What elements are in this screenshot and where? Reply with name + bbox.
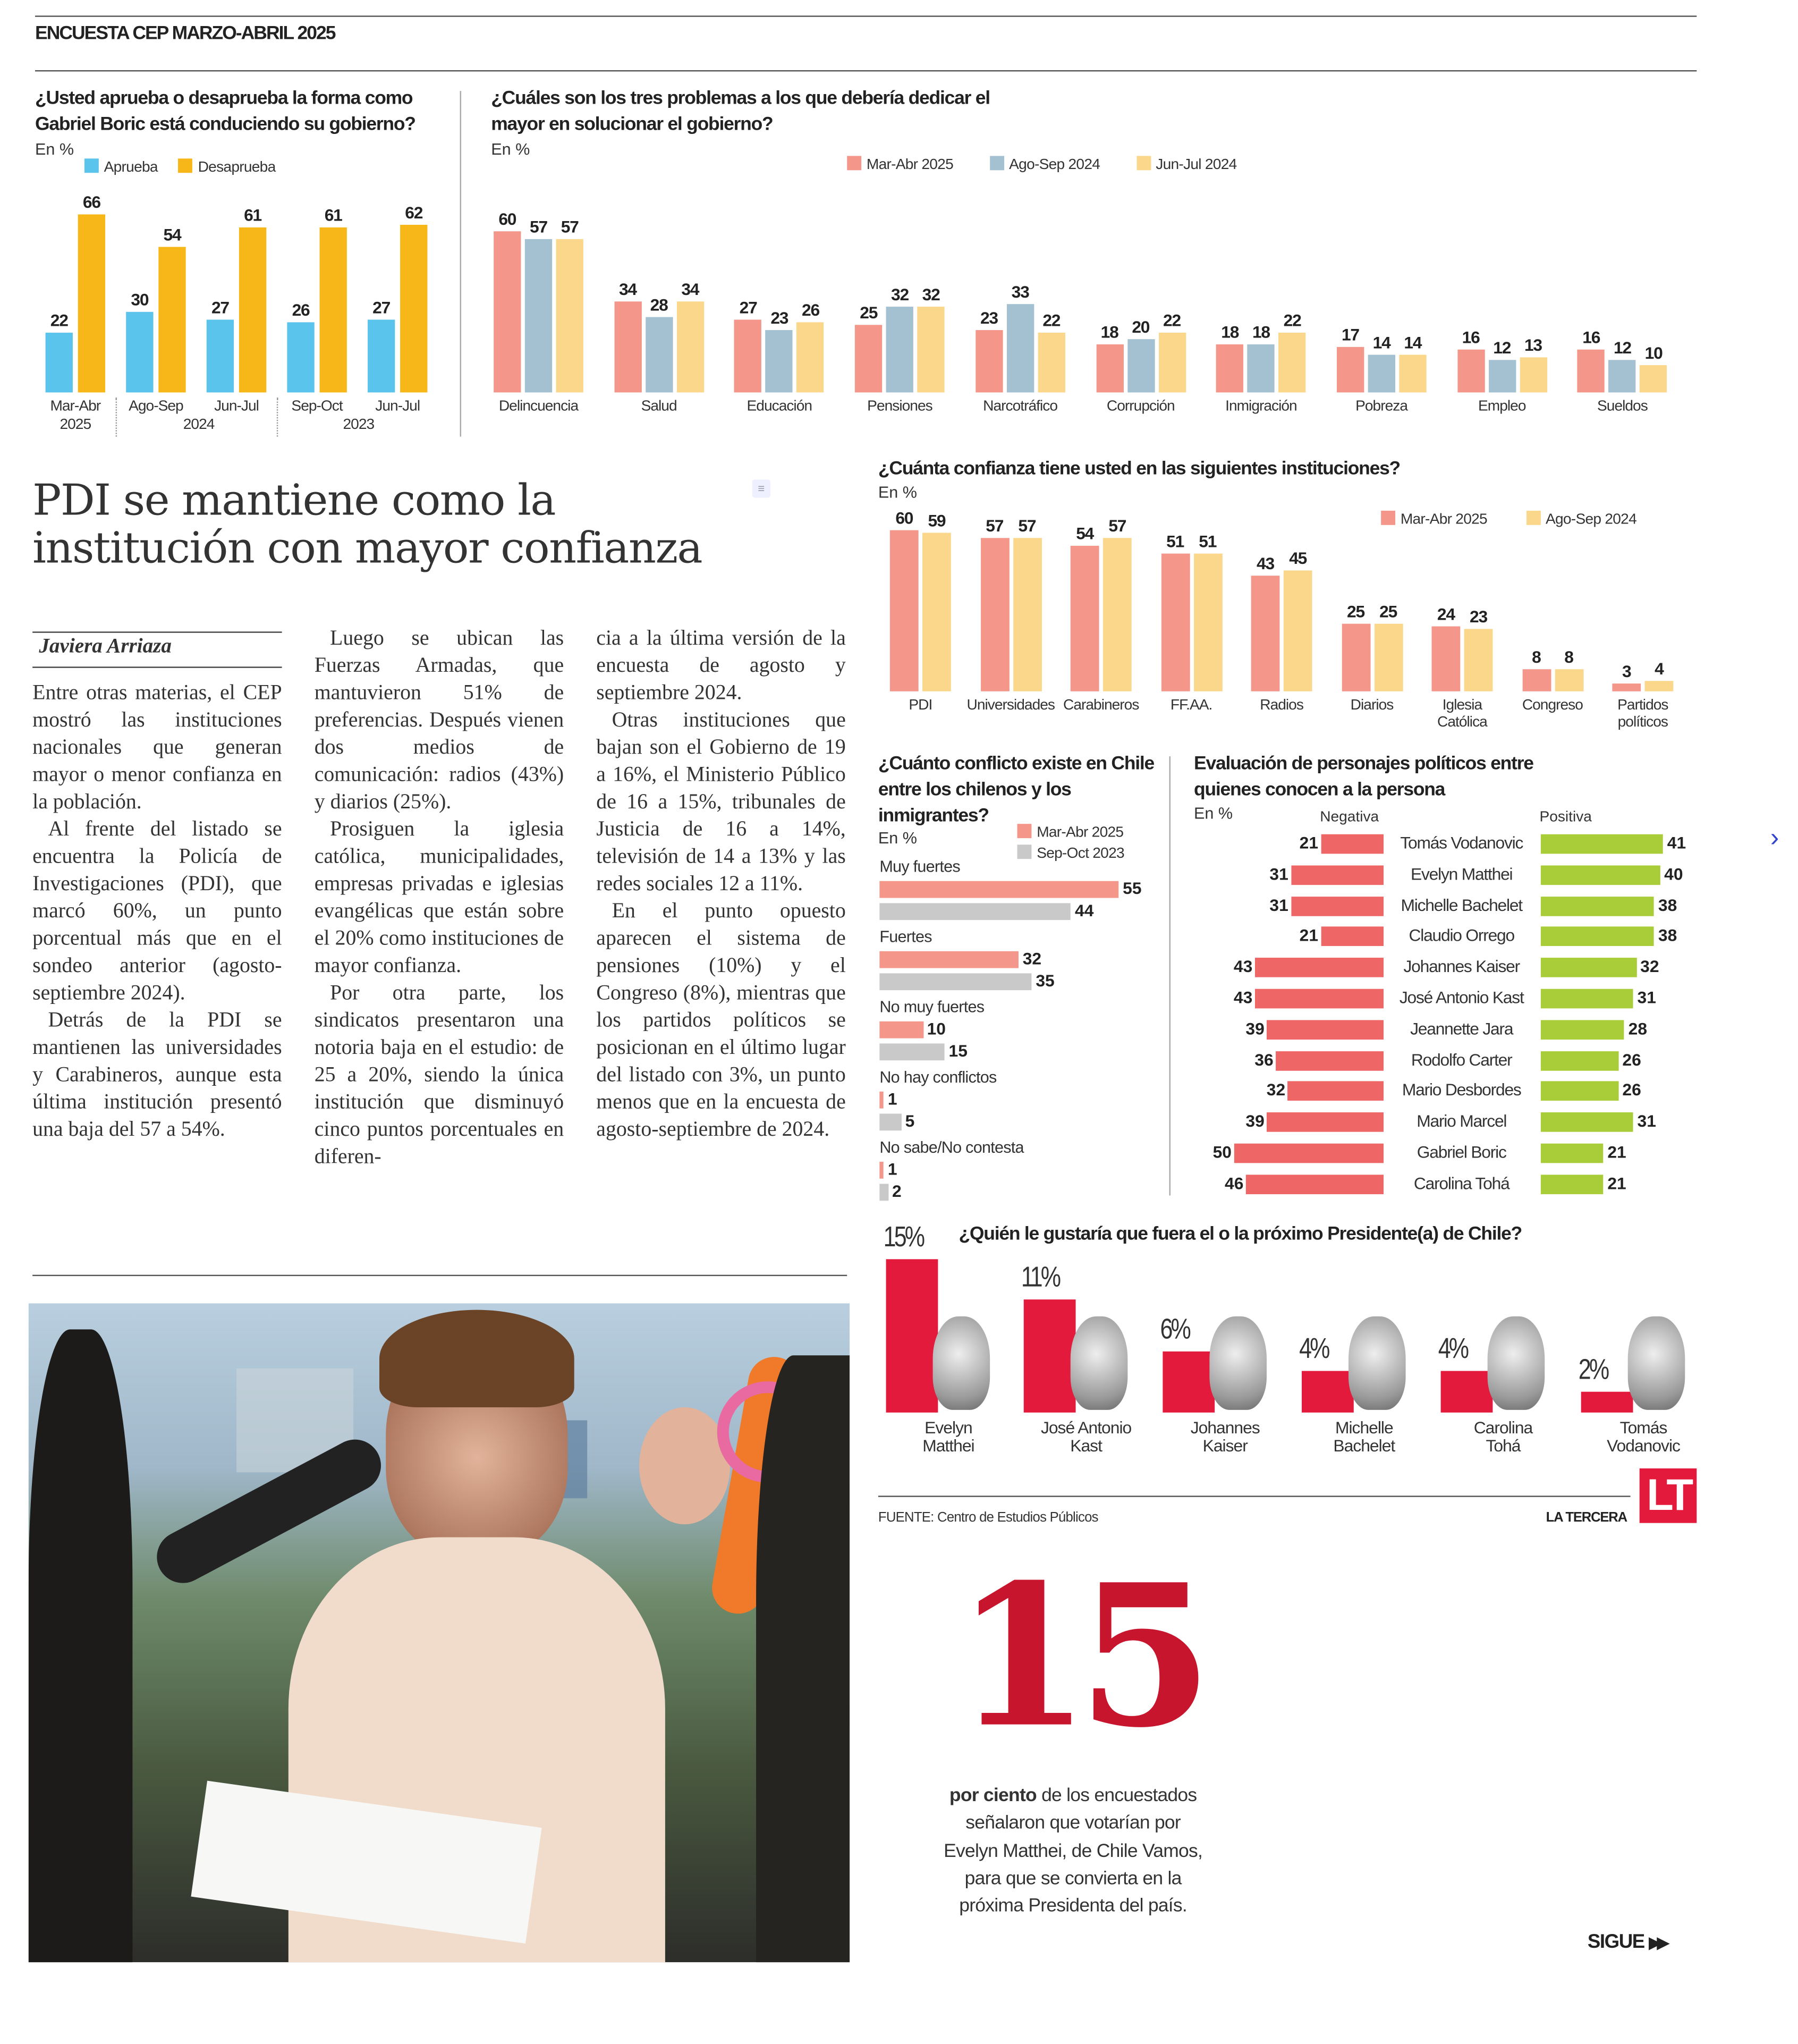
candidate-name (1565, 1419, 1721, 1455)
category-label: Jun-Jul (375, 399, 420, 415)
category-label: FF.AA. (1170, 698, 1212, 714)
value-label: 26 (292, 300, 310, 320)
value-label: 51 (1166, 532, 1184, 552)
chevron-right-icon[interactable]: › (1770, 824, 1779, 852)
candidate-name (1286, 1419, 1442, 1455)
conflict-chart-title: ¿Cuánto conflicto existe en Chile entre los chilenos y los inmigrantes? (878, 754, 1155, 827)
positive-value: 38 (1658, 894, 1677, 915)
politician-name: Johannes Kaiser (1403, 957, 1520, 976)
positive-value: 28 (1628, 1018, 1648, 1038)
value-label: 6% (1160, 1312, 1189, 1345)
politician-name: Rodolfo Carter (1411, 1049, 1512, 1069)
problems-chart-title: ¿Cuáles son los tres problemas a los que debería dedicar el mayor en solucionar el gobierno? (491, 88, 990, 136)
politician-name: José Antonio Kast (1399, 987, 1524, 1007)
category-label: Ago-Sep (129, 399, 183, 415)
legend-label: Desaprueba (198, 159, 276, 176)
negative-value: 46 (1225, 1173, 1244, 1193)
confidence-chart-unit: En % (878, 483, 917, 502)
value-label: 8 (1564, 647, 1573, 668)
continue-link[interactable] (1588, 1931, 1665, 1953)
value-label: 15 (948, 1041, 968, 1061)
candidate-portrait (933, 1316, 990, 1410)
row-label: No sabe/No contesta (879, 1138, 1024, 1157)
article-headline: PDI se mantiene como la institución con mayor confianza (32, 474, 702, 573)
year-label: 2025 (60, 417, 91, 433)
value-label: 23 (1470, 607, 1487, 627)
negative-value: 21 (1299, 925, 1319, 945)
negative-label: Negativa (1320, 809, 1379, 825)
value-label: 10 (1644, 343, 1663, 363)
politician-name: Gabriel Boric (1417, 1142, 1506, 1162)
legend-label: Mar-Abr 2025 (1400, 512, 1487, 528)
candidate-portrait (1628, 1316, 1685, 1410)
legend-label: Sep-Oct 2023 (1037, 846, 1124, 862)
politician-name: Michelle Bachelet (1401, 894, 1522, 915)
value-label: 4% (1438, 1332, 1468, 1365)
value-label: 25 (1346, 602, 1364, 622)
value-label: 44 (1075, 900, 1094, 920)
name-line: Evelyn (925, 1417, 972, 1438)
value-label: 2% (1578, 1353, 1608, 1386)
value-label: 25 (860, 303, 878, 323)
value-label: 51 (1199, 532, 1217, 552)
politician-name: Jeannette Jara (1410, 1018, 1513, 1038)
value-label: 60 (498, 209, 516, 229)
category-label: Jun-Jul (214, 399, 259, 415)
approval-chart-unit: En % (35, 140, 74, 159)
negative-value: 50 (1212, 1142, 1232, 1162)
value-label: 54 (1076, 523, 1094, 544)
evaluation-chart-unit: En % (1194, 804, 1233, 823)
name-line: José Antonio (1040, 1417, 1132, 1438)
article-paragraph: Por otra parte, los sindicatos presentaron una notoria baja en el estudio: de 25 a 20%, siendo la única institución que disminuyó cinco puntos porcentuales en diferen- (314, 979, 564, 1169)
value-label: 54 (163, 224, 181, 244)
category-label: PDI (909, 698, 932, 714)
value-label: 55 (1123, 878, 1142, 898)
evaluation-chart-title: Evaluación de personajes políticos entre quienes conocen a la persona (1194, 754, 1533, 801)
candidate-name (1425, 1419, 1581, 1455)
value-label: 27 (739, 298, 757, 317)
article-paragraph: Otras instituciones que bajan son el Gobierno de 19 a 16%, el Ministerio Público de 16 a 15%, tribunales de Justicia de 16 a 14%, televisión de 14 a 13% y las redes sociales 12 a 11%. (596, 707, 846, 896)
comment-icon[interactable]: ≡ (752, 479, 770, 497)
politician-name: Mario Marcel (1417, 1111, 1507, 1131)
article-paragraph: cia a la última versión de la encuesta de agosto y septiembre 2024. (596, 625, 846, 705)
category-label: Diarios (1350, 698, 1394, 714)
value-label: 12 (1613, 338, 1631, 358)
continue-label: SIGUE (1587, 1931, 1644, 1953)
value-label: 13 (1524, 335, 1542, 355)
row-label: No hay conflictos (879, 1068, 997, 1087)
value-label: 15% (883, 1219, 923, 1252)
section-title: ENCUESTA CEP MARZO-ABRIL 2025 (35, 23, 335, 45)
name-line: Johannes (1190, 1417, 1260, 1438)
positive-value: 21 (1607, 1142, 1626, 1162)
category-label: Salud (641, 399, 677, 415)
negative-value: 31 (1269, 864, 1288, 884)
value-label: 1 (887, 1088, 897, 1109)
row-label: No muy fuertes (879, 998, 985, 1017)
name-line: Tohá (1486, 1435, 1521, 1456)
positive-value: 31 (1637, 1111, 1656, 1131)
approval-chart-title: ¿Usted aprueba o desaprueba la forma como Gabriel Boric está conduciendo su gobierno? (35, 88, 415, 136)
category-label: Iglesia Católica (1437, 698, 1487, 731)
source (878, 1510, 1098, 1525)
legend-label: Aprueba (104, 159, 158, 176)
category-label: Radios (1260, 698, 1303, 714)
bar (1163, 1351, 1215, 1413)
category-label: Empleo (1478, 399, 1526, 415)
value-label: 4% (1299, 1332, 1328, 1365)
negative-value: 31 (1269, 894, 1288, 915)
bar (886, 1259, 938, 1413)
category-label: Sueldos (1597, 399, 1648, 415)
footer-rule (878, 1496, 1631, 1497)
problems-chart-unit: En % (491, 140, 530, 159)
candidate-name (870, 1419, 1026, 1455)
value-label: 33 (1011, 281, 1029, 301)
category-label: Pensiones (867, 399, 932, 415)
legend-label: Mar-Abr 2025 (1037, 825, 1124, 841)
category-label: Educación (747, 399, 812, 415)
value-label: 34 (618, 278, 637, 299)
source-name: Centro de Estudios Públicos (937, 1510, 1098, 1526)
article-paragraph: Al frente del listado se encuentra la Policía de Investigaciones (PDI), que marcó 60%, un punto porcentual más que en el sondeo anterior (agosto-septiembre 2024). (32, 816, 282, 1005)
category-label: Mar-Abr (50, 399, 101, 415)
value-label: 32 (922, 284, 940, 304)
article-paragraph: Entre otras materias, el CEP mostró las instituciones nacionales que generan mayor o menor confianza en la población. (32, 679, 282, 814)
category-label: Delincuencia (498, 399, 579, 415)
candidate-name (1008, 1419, 1164, 1455)
value-label: 57 (530, 217, 547, 237)
value-label: 57 (986, 516, 1004, 536)
value-label: 27 (372, 297, 391, 317)
politician-name: Evelyn Matthei (1411, 864, 1513, 884)
value-label: 60 (895, 508, 913, 528)
value-label: 18 (1100, 322, 1118, 342)
politician-name: Claudio Orrego (1409, 925, 1514, 945)
article-paragraph: Prosiguen la iglesia católica, municipalidades, empresas privadas e iglesias evangélicas que están sobre el 20% como instituciones de mayor confianza. (314, 816, 564, 977)
value-label: 30 (131, 289, 149, 309)
highlight-bold: por ciento (949, 1785, 1037, 1806)
positive-label: Positiva (1539, 809, 1592, 825)
bar (1302, 1372, 1354, 1413)
row-label: Muy fuertes (879, 857, 960, 876)
year-label: 2023 (343, 417, 375, 433)
name-line: Tomás (1619, 1417, 1667, 1438)
value-label: 16 (1462, 327, 1480, 347)
category-label: Pobreza (1355, 399, 1408, 415)
negative-value: 43 (1233, 987, 1253, 1007)
value-label: 12 (1493, 338, 1511, 358)
legend-label: Mar-Abr 2025 (866, 157, 954, 173)
candidate-name (1147, 1419, 1303, 1455)
value-label: 16 (1582, 327, 1600, 347)
value-label: 4 (1655, 658, 1664, 678)
category-label: Carabineros (1063, 698, 1139, 714)
positive-value: 31 (1637, 987, 1656, 1007)
value-label: 2 (892, 1181, 902, 1201)
legend-label: Ago-Sep 2024 (1009, 157, 1100, 173)
highlight-body: de los encuestados señalaron que votarían por Evelyn Matthei, de Chile Vamos, para que se convierta en la próxima Presidenta del país. (944, 1785, 1203, 1917)
value-label: 5 (905, 1111, 915, 1131)
double-play-icon: ▶▶ (1649, 1933, 1665, 1952)
bar (1441, 1372, 1493, 1413)
value-label: 22 (1163, 311, 1181, 331)
negative-value: 21 (1299, 833, 1319, 852)
la-tercera-logo: LT (1640, 1468, 1697, 1523)
value-label: 22 (1283, 311, 1301, 331)
legend-label: Ago-Sep 2024 (1545, 512, 1636, 528)
candidate-portrait (1209, 1316, 1267, 1410)
article-author: Javiera Arriaza (39, 635, 172, 658)
politician-name: Carolina Tohá (1413, 1173, 1509, 1193)
president-chart-title: ¿Quién le gustaría que fuera el o la próximo Presidente(a) de Chile? (959, 1224, 1522, 1245)
name-line: Carolina (1473, 1417, 1533, 1438)
article-paragraph: En el punto opuesto aparecen el sistema de pensiones (10%) y el Congreso (8%), mientras que los partidos políticos se posicionan en el último lugar del listado con 3%, un punto menos que en la encuesta de agosto-septiembre de 2024. (596, 898, 846, 1141)
category-label: Sep-Oct (291, 399, 343, 415)
value-label: 57 (561, 217, 579, 237)
value-label: 45 (1289, 548, 1307, 568)
politician-name: Tomás Vodanovic (1400, 833, 1523, 852)
category-label: Inmigración (1225, 399, 1297, 415)
value-label: 18 (1221, 322, 1239, 342)
value-label: 66 (82, 192, 100, 212)
positive-value: 21 (1607, 1173, 1626, 1193)
negative-value: 32 (1266, 1080, 1286, 1100)
value-label: 61 (324, 205, 342, 225)
name-line: Michelle (1335, 1417, 1393, 1438)
candidate-portrait (1348, 1316, 1406, 1410)
value-label: 57 (1018, 516, 1036, 536)
negative-value: 43 (1233, 957, 1253, 976)
category-label: Congreso (1522, 698, 1583, 714)
article-paragraph: Detrás de la PDI se mantienen las universidades y Carabineros, aunque esta última institución presentó una baja del 57 a 54%. (32, 1007, 282, 1141)
value-label: 22 (50, 310, 68, 331)
positive-value: 38 (1658, 925, 1677, 945)
value-label: 1 (887, 1159, 897, 1179)
name-line: Bachelet (1333, 1435, 1395, 1456)
value-label: 11% (1021, 1260, 1059, 1294)
value-label: 22 (1042, 311, 1061, 331)
legend-label: Jun-Jul 2024 (1156, 157, 1237, 173)
positive-value: 26 (1622, 1049, 1641, 1069)
category-label: Corrupción (1106, 399, 1175, 415)
value-label: 59 (928, 510, 946, 530)
name-line: Vodanovic (1607, 1435, 1681, 1456)
value-label: 18 (1252, 322, 1270, 342)
source-label: FUENTE: (878, 1510, 934, 1526)
value-label: 23 (980, 308, 998, 328)
value-label: 25 (1379, 602, 1397, 622)
value-label: 27 (211, 297, 229, 317)
conflict-chart-unit: En % (878, 829, 917, 848)
candidate-portrait (1488, 1316, 1545, 1410)
value-label: 35 (1036, 970, 1055, 991)
positive-value: 32 (1640, 957, 1659, 976)
brand-name: LA TERCERA (1546, 1510, 1627, 1526)
row-label: Fuertes (879, 927, 932, 947)
value-label: 28 (650, 295, 668, 315)
value-label: 32 (1022, 948, 1042, 968)
value-label: 14 (1404, 332, 1422, 352)
negative-value: 39 (1245, 1018, 1265, 1038)
negative-value: 36 (1254, 1049, 1274, 1069)
negative-value: 39 (1245, 1111, 1265, 1131)
name-line: Kaiser (1202, 1435, 1248, 1456)
candidate-portrait (1071, 1316, 1128, 1410)
value-label: 34 (681, 278, 699, 299)
value-label: 43 (1257, 553, 1274, 573)
value-label: 57 (1108, 516, 1126, 536)
positive-value: 26 (1622, 1080, 1641, 1100)
value-label: 62 (405, 202, 423, 223)
confidence-chart-title: ¿Cuánta confianza tiene usted en las siguientes instituciones? (878, 459, 1401, 480)
category-label: Narcotráfico (983, 399, 1058, 415)
category-label: Universidades (966, 698, 1055, 714)
highlight-number: 15 (955, 1542, 1200, 1771)
name-line: Matthei (922, 1435, 974, 1456)
positive-value: 40 (1664, 864, 1683, 884)
value-label: 32 (890, 284, 909, 304)
positive-value: 41 (1667, 833, 1686, 852)
year-label: 2024 (183, 417, 215, 433)
politician-name: Mario Desbordes (1402, 1080, 1521, 1100)
value-label: 17 (1341, 324, 1359, 344)
article-paragraph: Luego se ubican las Fuerzas Armadas, que mantuvieron 51% de preferencias. Después vienen dos medios de comunicación: radios (43%) y diarios (25%). (314, 625, 564, 814)
name-line: Kast (1070, 1435, 1102, 1456)
category-label: Partidos políticos (1617, 698, 1668, 731)
bar (1024, 1299, 1076, 1412)
value-label: 24 (1437, 604, 1455, 624)
value-label: 14 (1372, 332, 1390, 352)
value-label: 10 (927, 1018, 946, 1038)
value-label: 23 (770, 308, 788, 328)
bar (1581, 1392, 1633, 1413)
highlight-text (943, 1783, 1203, 1921)
value-label: 8 (1532, 647, 1541, 668)
value-label: 61 (244, 205, 262, 225)
value-label: 3 (1622, 661, 1631, 681)
value-label: 26 (802, 300, 819, 320)
value-label: 20 (1132, 316, 1150, 336)
